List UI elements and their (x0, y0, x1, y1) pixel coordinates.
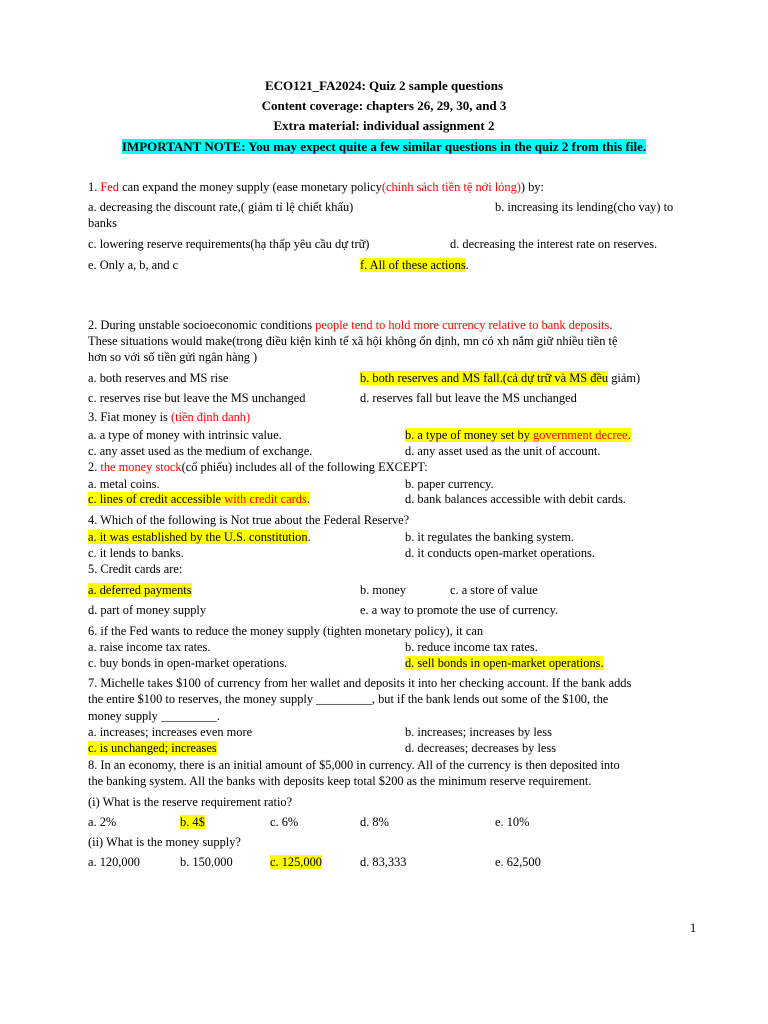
q1-option-d: d. decreasing the interest rate on reserves. (450, 237, 658, 251)
q1-option-b-cont: banks (88, 216, 117, 230)
q5-option-a: a. deferred payments (88, 583, 192, 597)
q2-option-c: c. reserves rise but leave the MS unchanged (88, 391, 306, 405)
q7-stem-line2: the entire $100 to reserves, the money supply _________, but if the bank lends out some of the $100, the (88, 692, 609, 706)
q4-stem: 4. Which of the following is Not true about the Federal Reserve? (88, 513, 410, 527)
q2-option-a: a. both reserves and MS rise (88, 371, 229, 385)
q6-option-a: a. raise income tax rates. (88, 640, 211, 654)
q2-stem-line3: hơn so với số tiền gửi ngân hàng ) (88, 350, 258, 364)
q2b-stem: 2. the money stock(cổ phiếu) includes all of the following EXCEPT: (88, 460, 428, 474)
important-note: IMPORTANT NOTE: You may expect quite a few similar questions in the quiz 2 from this file. (121, 139, 647, 154)
q3-option-d: d. any asset used as the unit of account. (405, 444, 601, 458)
q7-stem-line1: 7. Michelle takes $100 of currency from her wallet and deposits it into her checking account. If the bank adds (88, 676, 632, 690)
doc-title: ECO121_FA2024: Quiz 2 sample questions (264, 78, 504, 93)
q8-ii-option-e: e. 62,500 (495, 855, 541, 869)
q8-stem-line1: 8. In an economy, there is an initial amount of $5,000 in currency. All of the currency is then deposited into (88, 758, 620, 772)
q7-option-d: d. decreases; decreases by less (405, 741, 557, 755)
q8-stem-line2: the banking system. All the banks with deposits keep total $200 as the minimum reserve requirement. (88, 774, 592, 788)
q3-option-b: b. a type of money set by government decree. (405, 428, 631, 442)
q8-part-i-stem: (i) What is the reserve requirement ratio? (88, 795, 293, 809)
q8-i-option-e: e. 10% (495, 815, 530, 829)
q5-option-d: d. part of money supply (88, 603, 207, 617)
page-number: 1 (690, 921, 697, 935)
content-coverage: Content coverage: chapters 26, 29, 30, and 3 (261, 98, 507, 113)
q2b-option-c: c. lines of credit accessible with credit cards. (88, 492, 310, 506)
q8-part-ii-stem: (ii) What is the money supply? (88, 835, 241, 849)
q2-stem-line1: 2. During unstable socioeconomic conditions people tend to hold more currency relative to bank deposits. (88, 318, 613, 332)
q2-stem-line2: These situations would make(trong điều kiện kinh tế xã hội không ổn định, mn có xh nắm giữ nhiều tiền tệ (88, 334, 618, 348)
q6-option-c: c. buy bonds in open-market operations. (88, 656, 288, 670)
q4-option-a: a. it was established by the U.S. constitution. (88, 530, 311, 544)
q4-option-c: c. it lends to banks. (88, 546, 184, 560)
q8-ii-option-d: d. 83,333 (360, 855, 407, 869)
q5-option-e: e. a way to promote the use of currency. (360, 603, 559, 617)
q6-stem: 6. if the Fed wants to reduce the money supply (tighten monetary policy), it can (88, 624, 484, 638)
q2b-option-d: d. bank balances accessible with debit cards. (405, 492, 626, 506)
extra-material: Extra material: individual assignment 2 (273, 118, 495, 133)
q1-option-a: a. decreasing the discount rate,( giảm tỉ lệ chiết khấu) (88, 200, 354, 214)
q3-stem: 3. Fiat money is (tiền định danh) (88, 410, 251, 424)
q6-option-b: b. reduce income tax rates. (405, 640, 538, 654)
q7-option-c: c. is unchanged; increases (88, 741, 217, 755)
q8-i-option-b: b. 4$ (180, 815, 205, 829)
q1-stem: 1. Fed can expand the money supply (ease monetary policy(chính sách tiền tệ nới lỏng)) by: (88, 180, 544, 194)
q2b-option-b: b. paper currency. (405, 477, 494, 491)
q8-ii-option-b: b. 150,000 (180, 855, 233, 869)
q5-option-c: c. a store of value (450, 583, 538, 597)
q7-option-a: a. increases; increases even more (88, 725, 253, 739)
q4-option-b: b. it regulates the banking system. (405, 530, 574, 544)
q2-option-d: d. reserves fall but leave the MS unchanged (360, 391, 577, 405)
q1-option-e: e. Only a, b, and c (88, 258, 179, 272)
q8-ii-option-a: a. 120,000 (88, 855, 140, 869)
q8-i-option-c: c. 6% (270, 815, 299, 829)
q2b-option-a: a. metal coins. (88, 477, 160, 491)
q1-option-c: c. lowering reserve requirements(hạ thấp yêu cầu dự trữ) (88, 237, 370, 251)
q5-option-b: b. money (360, 583, 407, 597)
q8-ii-option-c: c. 125,000 (270, 855, 322, 869)
q3-option-c: c. any asset used as the medium of exchange. (88, 444, 313, 458)
q1-option-b: b. increasing its lending(cho vay) to (495, 200, 674, 214)
q8-i-option-d: d. 8% (360, 815, 389, 829)
q4-option-d: d. it conducts open-market operations. (405, 546, 595, 560)
q2-option-b: b. both reserves and MS fall.(cả dự trữ và MS đều giảm) (360, 371, 641, 385)
q1-option-f: f. All of these actions. (360, 258, 469, 272)
q6-option-d: d. sell bonds in open-market operations. (405, 656, 604, 670)
q5-stem: 5. Credit cards are: (88, 562, 183, 576)
q7-option-b: b. increases; increases by less (405, 725, 552, 739)
q3-option-a: a. a type of money with intrinsic value. (88, 428, 282, 442)
q7-stem-line3: money supply _________. (88, 709, 220, 723)
q8-i-option-a: a. 2% (88, 815, 117, 829)
